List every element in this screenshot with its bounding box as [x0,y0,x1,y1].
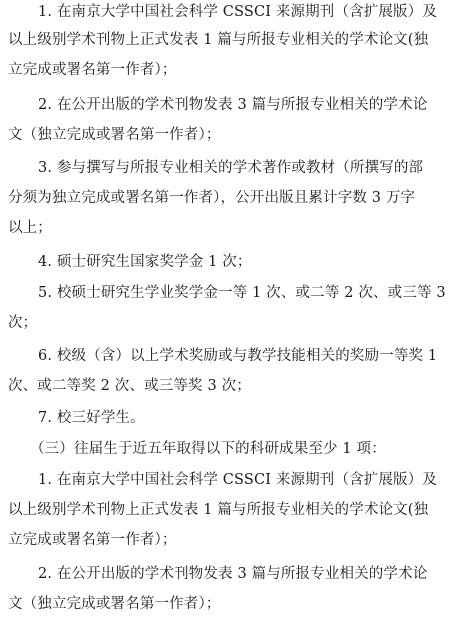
section-heading: （三）往届生于近五年取得以下的科研成果至少 1 项： [30,441,386,457]
item-b2-line-2: 文（独立完成或署名第一作者）； [8,596,221,612]
item-7-line-1: 7. 校三好学生。 [38,410,145,426]
item-3-line-3: 以上； [8,220,52,236]
item-5-line-1: 5. 校硕士研究生学业奖学金一等 1 次、或二等 2 次、或三等 3 [38,285,446,301]
item-1-line-1: 1. 在南京大学中国社会科学 CSSCI 来源期刊（含扩展版）及 [38,4,437,20]
item-b1-line-1: 1. 在南京大学中国社会科学 CSSCI 来源期刊（含扩展版）及 [38,472,437,488]
item-3-line-2: 分须为独立完成或署名第一作者），公开出版且累计字数 3 万字 [8,190,416,206]
item-6-line-2: 次、或二等奖 2 次、或三等奖 3 次； [8,378,251,394]
item-1-line-2: 以上级别学术刊物上正式发表 1 篇与所报专业相关的学术论文(独 [8,32,429,48]
item-6-line-1: 6. 校级（含）以上学术奖励或与教学技能相关的奖励一等奖 1 [38,348,438,364]
item-b1-line-2: 以上级别学术刊物上正式发表 1 篇与所报专业相关的学术论文(独 [8,502,429,518]
item-1-line-3: 立完成或署名第一作者）； [8,62,177,78]
item-2-line-1: 2. 在公开出版的学术刊物发表 3 篇与所报专业相关的学术论 [38,97,428,113]
item-b2-line-1: 2. 在公开出版的学术刊物发表 3 篇与所报专业相关的学术论 [38,566,428,582]
item-3-line-1: 3. 参与撰写与所报专业相关的学术著作或教材（所撰写的部 [38,160,424,176]
item-b1-line-3: 立完成或署名第一作者）； [8,532,177,548]
item-4-line-1: 4. 硕士研究生国家奖学金 1 次； [38,254,252,270]
item-5-line-2: 次； [8,315,38,331]
item-2-line-2: 文（独立完成或署名第一作者）； [8,127,221,143]
